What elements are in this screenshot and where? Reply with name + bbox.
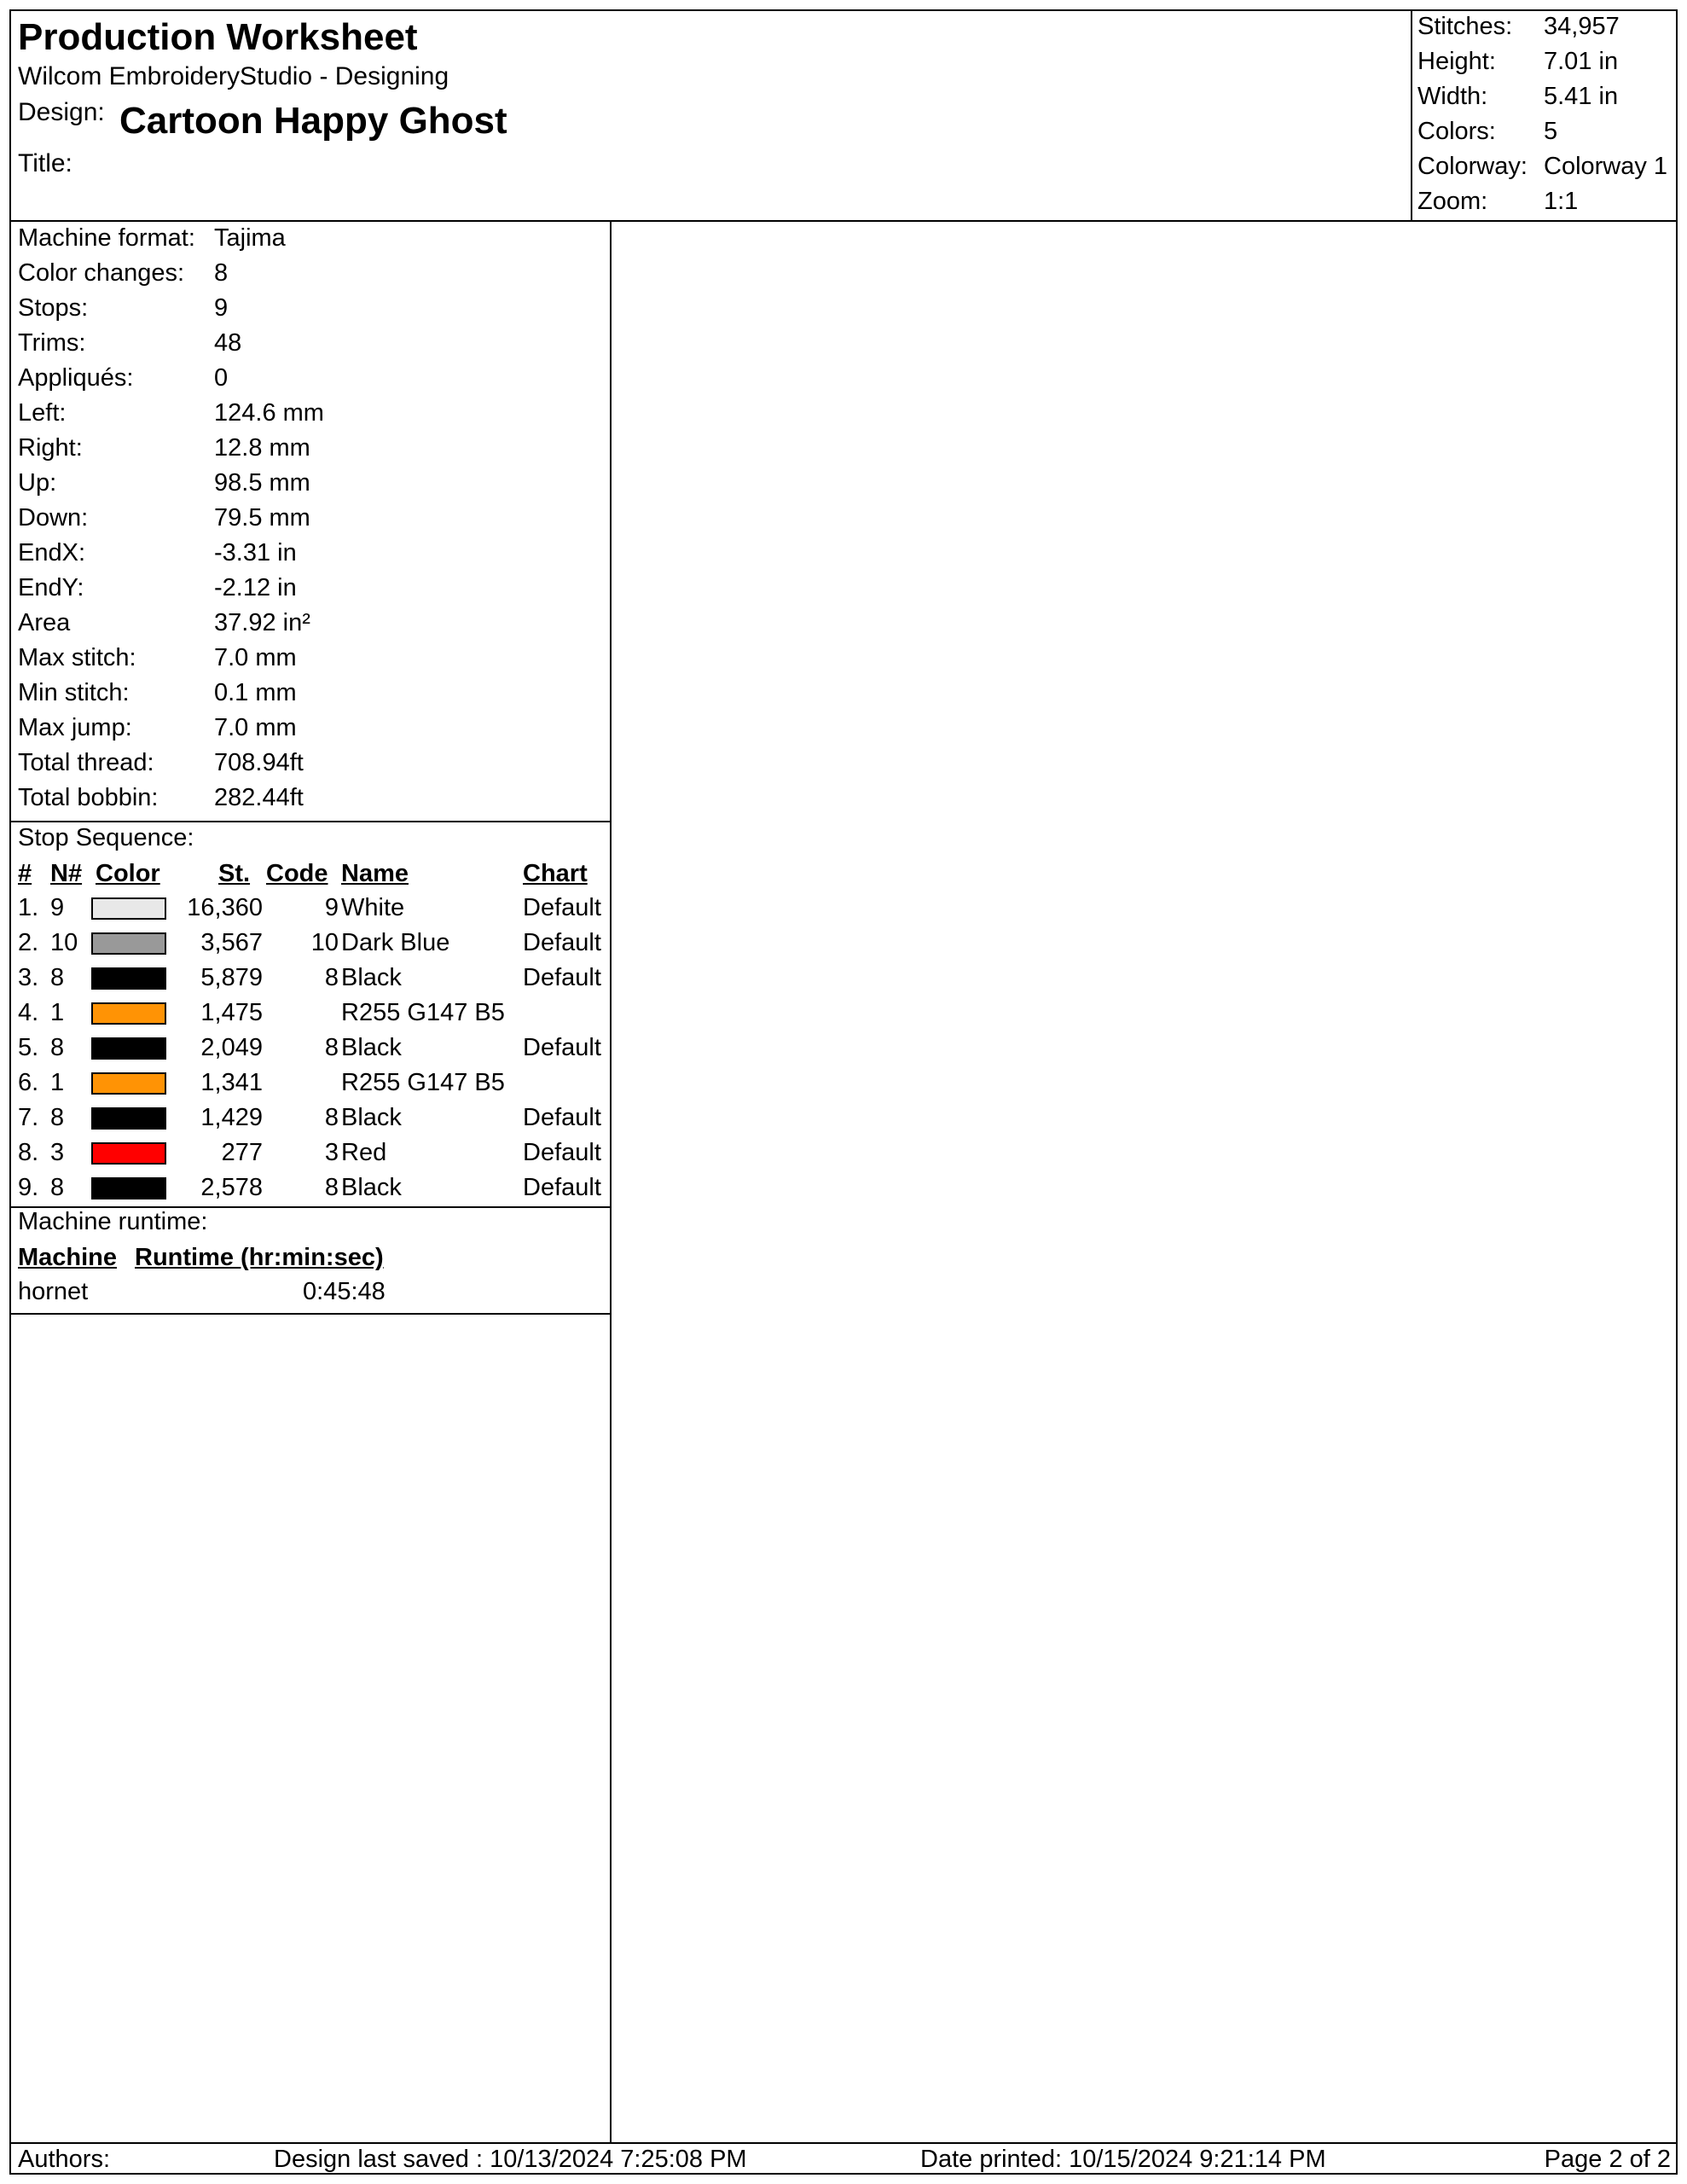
property-row — [18, 325, 606, 360]
stop-row — [11, 1104, 610, 1139]
design-stats — [1411, 11, 1678, 220]
stop-row — [11, 1174, 610, 1209]
color-swatch — [91, 1002, 166, 1025]
property-value: 7.0 mm — [214, 714, 297, 741]
property-value: 124.6 mm — [214, 399, 324, 427]
stop-number: 8. — [18, 1139, 39, 1166]
thread-chart: Default — [523, 1034, 601, 1061]
col-code-header: Code — [266, 860, 328, 887]
col-chart-header: Chart — [523, 860, 588, 887]
stat-value: 34,957 — [1544, 13, 1620, 40]
runtime-value: 0:45:48 — [303, 1278, 386, 1305]
property-row — [18, 395, 606, 430]
property-label: EndX: — [18, 539, 85, 566]
col-stitches-header: St. — [218, 860, 251, 887]
machine-runtime — [11, 1208, 610, 1315]
property-label: Total bobbin: — [18, 784, 159, 811]
property-row — [18, 430, 606, 465]
property-value: 0 — [214, 364, 229, 392]
stat-label: Zoom: — [1417, 188, 1488, 215]
machine-name: hornet — [18, 1278, 89, 1305]
property-label: Up: — [18, 469, 57, 497]
stat-label: Colorway: — [1417, 153, 1528, 180]
property-label: Min stitch: — [18, 679, 130, 706]
worksheet-header — [11, 11, 1676, 222]
page-title: Production Worksheet — [18, 16, 418, 58]
property-label: EndY: — [18, 574, 84, 601]
stitch-count: 5,879 — [200, 964, 263, 991]
stat-zoom — [1417, 188, 1678, 223]
color-swatch — [91, 1107, 166, 1130]
property-row — [18, 360, 606, 395]
needle-number: 8 — [50, 964, 65, 991]
needle-number: 1 — [50, 1069, 65, 1096]
property-row — [18, 465, 606, 500]
property-label: Color changes: — [18, 259, 185, 287]
col-color-header: Color — [96, 860, 160, 887]
stitch-count: 2,578 — [200, 1174, 263, 1201]
property-value: 9 — [214, 294, 229, 322]
stop-row — [11, 1139, 610, 1174]
thread-name: Black — [341, 1104, 402, 1131]
property-value: 7.0 mm — [214, 644, 297, 671]
property-row — [18, 255, 606, 290]
property-label: Machine format: — [18, 224, 195, 252]
thread-name: Black — [341, 964, 402, 991]
thread-chart: Default — [523, 1139, 601, 1166]
stitch-count: 277 — [221, 1139, 263, 1166]
stat-label: Width: — [1417, 83, 1488, 110]
property-row — [18, 220, 606, 255]
thread-name: R255 G147 B5 — [341, 999, 505, 1026]
production-worksheet — [9, 9, 1678, 2175]
property-value: -2.12 in — [214, 574, 297, 601]
color-swatch — [91, 1037, 166, 1060]
thread-name: Black — [341, 1174, 402, 1201]
thread-code: 8 — [324, 1174, 339, 1201]
property-label: Total thread: — [18, 749, 154, 776]
thread-code: 8 — [324, 964, 339, 991]
stop-number: 3. — [18, 964, 39, 991]
property-value: Tajima — [214, 224, 286, 252]
property-row — [18, 710, 606, 745]
design-label: Design: — [18, 98, 105, 126]
stat-value: 1:1 — [1544, 188, 1579, 215]
property-value: 98.5 mm — [214, 469, 310, 497]
thread-name: White — [341, 894, 405, 921]
stitch-count: 3,567 — [200, 929, 263, 956]
stitch-count: 1,341 — [200, 1069, 263, 1096]
color-swatch — [91, 1072, 166, 1095]
stop-number: 1. — [18, 894, 39, 921]
stop-row — [11, 1069, 610, 1104]
thread-code: 3 — [324, 1139, 339, 1166]
stitch-count: 2,049 — [200, 1034, 263, 1061]
stitch-count: 1,475 — [200, 999, 263, 1026]
software-subtitle: Wilcom EmbroideryStudio - Designing — [18, 62, 449, 90]
thread-code: 8 — [324, 1034, 339, 1061]
stat-label: Height: — [1417, 48, 1496, 75]
property-row — [18, 675, 606, 710]
needle-number: 1 — [50, 999, 65, 1026]
color-swatch — [91, 932, 166, 955]
needle-number: 10 — [50, 929, 78, 956]
property-value: 79.5 mm — [214, 504, 310, 531]
stop-row — [11, 1034, 610, 1069]
stat-value: 5 — [1544, 118, 1558, 145]
title-label: Title: — [18, 149, 72, 177]
property-label: Stops: — [18, 294, 89, 322]
stop-number: 5. — [18, 1034, 39, 1061]
thread-code: 9 — [324, 894, 339, 921]
property-row — [18, 535, 606, 570]
property-value: 48 — [214, 329, 242, 357]
color-swatch — [91, 897, 166, 920]
property-label: Right: — [18, 434, 83, 462]
property-row — [18, 500, 606, 535]
thread-code: 8 — [324, 1104, 339, 1131]
col-name-header: Name — [341, 860, 409, 887]
stat-stitches — [1417, 13, 1678, 48]
date-printed: Date printed: 10/15/2024 9:21:14 PM — [920, 2146, 1326, 2173]
color-swatch — [91, 1142, 166, 1165]
stop-row — [11, 894, 610, 929]
stat-width — [1417, 83, 1678, 118]
property-value: 708.94ft — [214, 749, 304, 776]
thread-chart: Default — [523, 929, 601, 956]
thread-code: 10 — [310, 929, 339, 956]
needle-number: 3 — [50, 1139, 65, 1166]
runtime-row — [11, 1278, 610, 1313]
color-swatch — [91, 967, 166, 990]
stop-sequence — [11, 822, 610, 1208]
needle-number: 8 — [50, 1174, 65, 1201]
stop-number: 7. — [18, 1104, 39, 1131]
header-info — [18, 11, 1417, 220]
property-label: Appliqués: — [18, 364, 134, 392]
col-runtime-header: Runtime (hr:min:sec) — [135, 1244, 384, 1271]
stop-number: 4. — [18, 999, 39, 1026]
property-row — [18, 570, 606, 605]
thread-chart: Default — [523, 1104, 601, 1131]
needle-number: 8 — [50, 1104, 65, 1131]
machine-runtime-title: Machine runtime: — [18, 1208, 208, 1235]
property-row — [18, 290, 606, 325]
stop-row — [11, 929, 610, 964]
col-needle-header: N# — [50, 860, 83, 887]
design-name: Cartoon Happy Ghost — [119, 100, 507, 142]
stop-number: 2. — [18, 929, 39, 956]
thread-name: R255 G147 B5 — [341, 1069, 505, 1096]
thread-name: Red — [341, 1139, 387, 1166]
property-label: Left: — [18, 399, 67, 427]
thread-chart: Default — [523, 964, 601, 991]
color-swatch — [91, 1177, 166, 1199]
stat-value: 5.41 in — [1544, 83, 1619, 110]
stat-label: Colors: — [1417, 118, 1496, 145]
stop-number: 6. — [18, 1069, 39, 1096]
property-label: Area — [18, 609, 71, 636]
property-value: 12.8 mm — [214, 434, 310, 462]
property-label: Max stitch: — [18, 644, 136, 671]
property-row — [18, 745, 606, 780]
details-column — [11, 220, 612, 2142]
stat-colors — [1417, 118, 1678, 153]
stitch-count: 1,429 — [200, 1104, 263, 1131]
last-saved: Design last saved : 10/13/2024 7:25:08 PM — [274, 2146, 747, 2173]
stop-number: 9. — [18, 1174, 39, 1201]
stat-colorway — [1417, 153, 1678, 188]
property-row — [18, 640, 606, 675]
thread-name: Black — [341, 1034, 402, 1061]
property-value: 0.1 mm — [214, 679, 297, 706]
stop-sequence-title: Stop Sequence: — [18, 824, 194, 851]
property-label: Max jump: — [18, 714, 132, 741]
col-num-header: # — [18, 860, 32, 887]
stat-label: Stitches: — [1417, 13, 1513, 40]
property-value: 8 — [214, 259, 229, 287]
stop-row — [11, 964, 610, 999]
page-number: Page 2 of 2 — [1544, 2146, 1671, 2173]
property-value: -3.31 in — [214, 539, 297, 566]
needle-number: 8 — [50, 1034, 65, 1061]
worksheet-footer — [11, 2142, 1676, 2175]
stat-height — [1417, 48, 1678, 83]
stitch-count: 16,360 — [187, 894, 263, 921]
property-row — [18, 605, 606, 640]
col-machine-header: Machine — [18, 1244, 118, 1271]
property-label: Down: — [18, 504, 89, 531]
stat-value: Colorway 1 — [1544, 153, 1668, 180]
thread-chart: Default — [523, 894, 601, 921]
property-value: 37.92 in² — [214, 609, 310, 636]
property-label: Trims: — [18, 329, 86, 357]
authors-label: Authors: — [18, 2146, 110, 2173]
stat-value: 7.01 in — [1544, 48, 1619, 75]
needle-number: 9 — [50, 894, 65, 921]
property-row — [18, 780, 606, 815]
thread-name: Dark Blue — [341, 929, 450, 956]
machine-properties — [11, 220, 610, 822]
thread-chart: Default — [523, 1174, 601, 1201]
property-value: 282.44ft — [214, 784, 304, 811]
stop-row — [11, 999, 610, 1034]
